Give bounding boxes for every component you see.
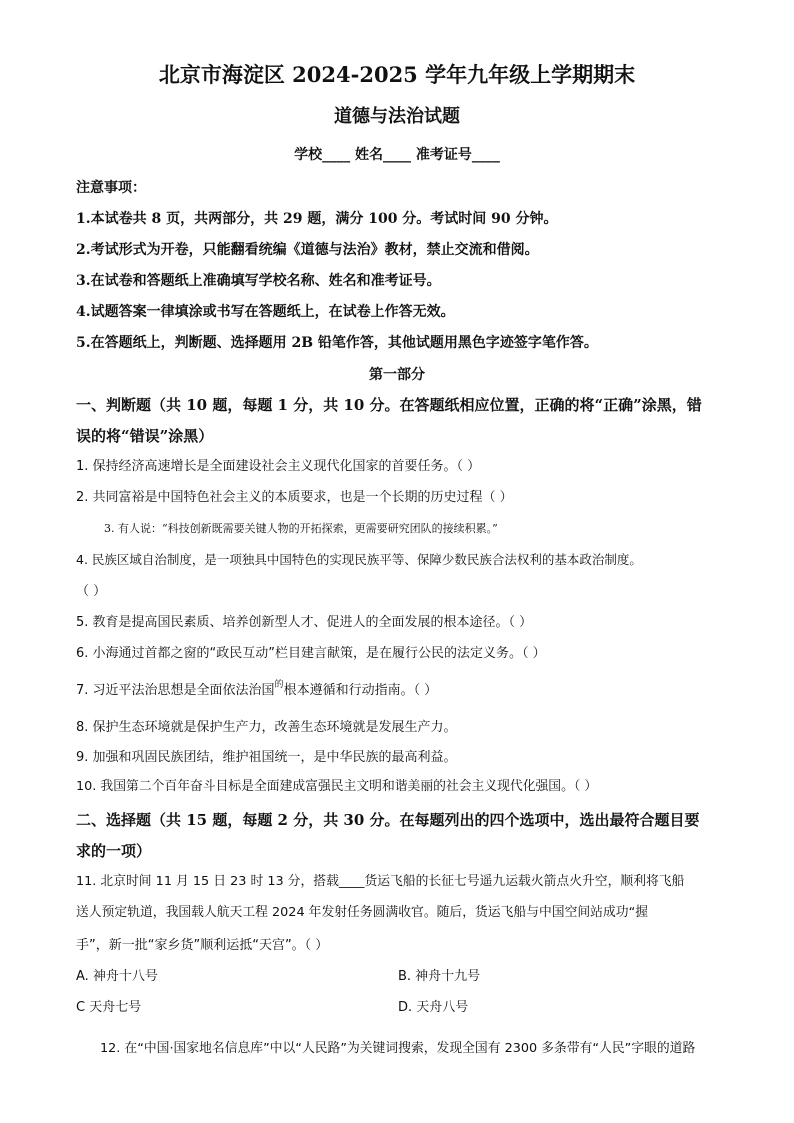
notice-item-3: 3.在试卷和答题纸上准确填写学校名称、姓名和准考证号。 <box>76 273 441 289</box>
section2-heading-line1: 二、选择题（共 15 题，每题 2 分，共 30 分。在每题列出的四个选项中，选出最符合题目要 <box>76 811 700 829</box>
question-3: 3. 有人说：“科技创新既需要关键人物的开拓探索，更需要研究团队的接续积累。” <box>104 522 498 535</box>
exam-subtitle: 道德与法治试题 <box>334 106 460 127</box>
question-7-superscript: 的 <box>274 680 284 690</box>
notice-item-4: 4.试题答案一律填涂或书写在答题纸上，在试卷上作答无效。 <box>76 304 455 320</box>
question-11-option-c: C 天舟七号 <box>76 1000 142 1015</box>
question-4-line2: （ ） <box>76 584 107 599</box>
question-6: 6. 小海通过首都之窗的“政民互动”栏目建言献策，是在履行公民的法定义务。（ ） <box>76 646 546 661</box>
notice-item-5: 5.在答题纸上，判断题、选择题用 2B 铅笔作答，其他试题用黑色字迹签字笔作答。 <box>76 335 598 351</box>
notice-title: 注意事项： <box>76 180 146 196</box>
question-9: 9. 加强和巩固民族团结，维护祖国统一，是中华民族的最高利益。 <box>76 750 457 765</box>
notice-item-1: 1.本试卷共 8 页，共两部分，共 29 题，满分 100 分。考试时间 90 分钟。 <box>76 211 558 227</box>
question-11-line1: 11. 北京时间 11 月 15 日 23 时 13 分，搭载____货运飞船的长征七号遥九运载火箭点火升空，顺利将飞船 <box>76 874 685 889</box>
question-12-line1: 12. 在“中国·国家地名信息库”中以“人民路”为关键词搜索，发现全国有 2300 多条带有“人民”字眼的道路 <box>100 1041 696 1056</box>
section1-heading-line2: 误的将“错误”涂黑） <box>76 427 214 445</box>
question-11-line2: 送人预定轨道，我国载人航天工程 2024 年发射任务圆满收官。随后，货运飞船与中国空间站成功“握 <box>76 905 649 920</box>
question-2: 2. 共同富裕是中国特色社会主义的本质要求，也是一个长期的历史过程（ ） <box>76 490 513 505</box>
question-1: 1. 保持经济高速增长是全面建设社会主义现代化国家的首要任务。（ ） <box>76 459 481 474</box>
question-4-line1: 4. 民族区域自治制度，是一项独具中国特色的实现民族平等、保障少数民族合法权利的基本政治制度。 <box>76 552 642 567</box>
question-11-line3: 手”，新一批“家乡货”顺利运抵“天宫”。（ ） <box>76 938 329 953</box>
question-5: 5. 教育是提高国民素质、培养创新型人才、促进人的全面发展的根本途径。（ ） <box>76 615 533 630</box>
student-info-line: 学校____ 姓名____ 准考证号____ <box>294 147 500 163</box>
question-7-text-a: 7. 习近平法治思想是全面依法治国 <box>76 683 275 698</box>
question-11-option-d: D. 天舟八号 <box>398 1000 469 1015</box>
question-7-text-b: 根本遵循和行动指南。（ ） <box>283 683 438 698</box>
question-7 <box>76 680 438 698</box>
exam-title: 北京市海淀区 2024-2025 学年九年级上学期期末 <box>158 62 636 87</box>
question-11-option-a: A. 神舟十八号 <box>76 969 158 984</box>
question-8: 8. 保护生态环境就是保护生产力，改善生态环境就是发展生产力。 <box>76 720 457 735</box>
notice-item-2: 2.考试形式为开卷，只能翻看统编《道德与法治》教材，禁止交流和借阅。 <box>76 242 539 258</box>
question-10: 10. 我国第二个百年奋斗目标是全面建成富强民主文明和谐美丽的社会主义现代化强国。（ ） <box>76 779 598 794</box>
part-heading: 第一部分 <box>369 367 425 383</box>
section1-heading-line1: 一、判断题（共 10 题，每题 1 分，共 10 分。在答题纸相应位置，正确的将“正确”涂黑，错 <box>76 396 702 414</box>
question-11-option-b: B. 神舟十九号 <box>398 969 481 984</box>
section2-heading-line2: 求的一项） <box>76 842 152 860</box>
